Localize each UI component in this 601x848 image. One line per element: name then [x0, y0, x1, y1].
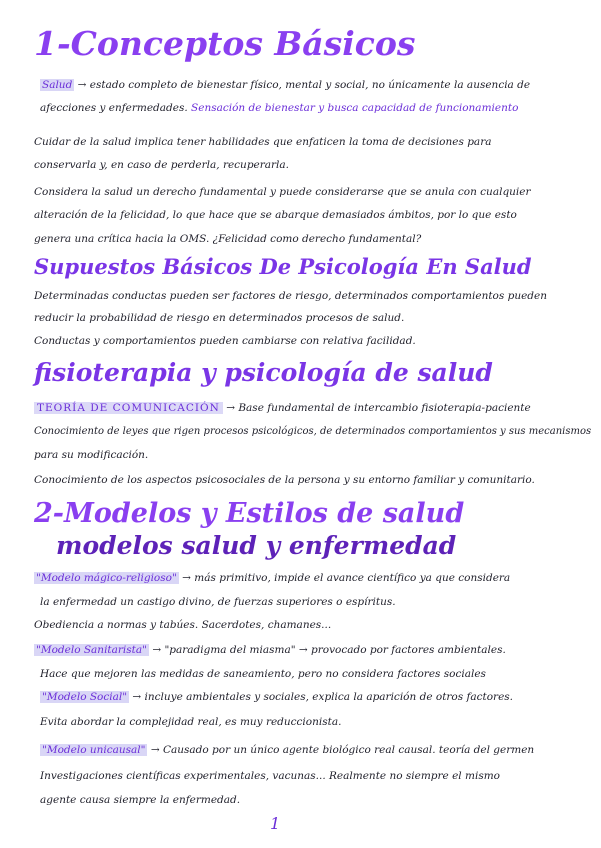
paragraph-line: genera una crítica hacia la OMS. ¿Felicidad como derecho fundamental? — [34, 233, 422, 245]
paragraph-line: conservarla y, en caso de perderla, recuperarla. — [34, 159, 290, 171]
salud-definition-text-2: afecciones y enfermedades. — [40, 102, 188, 114]
paragraph-line: Conocimiento de los aspectos psicosociales de la persona y su entorno familiar y comunitario. — [34, 474, 535, 486]
paragraph-line: Obediencia a normas y tabúes. Sacerdotes, chamanes... — [34, 619, 332, 631]
model-line — [34, 644, 506, 656]
model-term: "Modelo unicausal" — [42, 744, 146, 756]
model-description: → "paradigma del miasma" → provocado por factores ambientales. — [152, 644, 506, 656]
theory-line — [34, 402, 531, 414]
theory-term: TEORÍA DE COMUNICACIÓN — [34, 402, 223, 414]
salud-sensation-note: Sensación de bienestar y busca capacidad de funcionamiento — [191, 102, 519, 114]
section-title: 1-Conceptos Básicos — [34, 24, 416, 63]
theory-definition: → Base fundamental de intercambio fisioterapia-paciente — [226, 402, 531, 414]
paragraph-line: reducir la probabilidad de riesgo en determinados procesos de salud. — [34, 312, 405, 324]
paragraph-line: Evita abordar la complejidad real, es muy reduccionista. — [40, 716, 342, 728]
paragraph-line: agente causa siempre la enfermedad. — [40, 794, 241, 806]
paragraph-line: Investigaciones científicas experimentales, vacunas... Realmente no siempre el mismo — [40, 770, 500, 782]
paragraph-line: Hace que mejoren las medidas de saneamiento, pero no considera factores sociales — [40, 668, 486, 680]
model-description: → Causado por un único agente biológico real causal. teoría del germen — [150, 744, 535, 756]
model-description: → incluye ambientales y sociales, explica la aparición de otros factores. — [132, 691, 514, 703]
model-line — [34, 572, 510, 584]
section-subtitle: modelos salud y enfermedad — [56, 531, 457, 560]
section-title: fisioterapia y psicología de salud — [34, 358, 493, 387]
paragraph-line: Conocimiento de leyes que rigen procesos psicológicos, de determinados comportamientos y sus mecanismos — [34, 426, 592, 437]
paragraph-line: Considera la salud un derecho fundamental y puede considerarse que se anula con cualquier — [34, 186, 531, 198]
paragraph-line: para su modificación. — [34, 449, 149, 461]
section-title: 2-Modelos y Estilos de salud — [34, 498, 465, 529]
model-term: "Modelo mágico-religioso" — [36, 572, 177, 584]
paragraph-line: Cuidar de la salud implica tener habilidades que enfaticen la toma de decisiones para — [34, 136, 492, 148]
salud-term: Salud — [42, 79, 73, 91]
model-description: → más primitivo, impide el avance científico ya que considera — [182, 572, 511, 584]
model-line — [40, 691, 513, 703]
salud-definition-text: → estado completo de bienestar físico, mental y social, no únicamente la ausencia de — [77, 79, 531, 91]
page-number: 1 — [270, 814, 281, 833]
paragraph-line: Conductas y comportamientos pueden cambiarse con relativa facilidad. — [34, 335, 416, 347]
paragraph-line: Determinadas conductas pueden ser factores de riesgo, determinados comportamientos pueden — [34, 290, 548, 302]
salud-definition-line-2 — [40, 102, 518, 114]
section-title: Supuestos Básicos De Psicología En Salud — [34, 254, 532, 279]
paragraph-line: la enfermedad un castigo divino, de fuerzas superiores o espíritus. — [40, 596, 396, 608]
model-term: "Modelo Social" — [42, 691, 128, 703]
model-term: "Modelo Sanitarista" — [36, 644, 147, 656]
paragraph-line: alteración de la felicidad, lo que hace que se abarque demasiados ámbitos, por lo que esto — [34, 209, 517, 221]
salud-definition-line-1 — [40, 79, 530, 91]
model-line — [40, 744, 534, 756]
